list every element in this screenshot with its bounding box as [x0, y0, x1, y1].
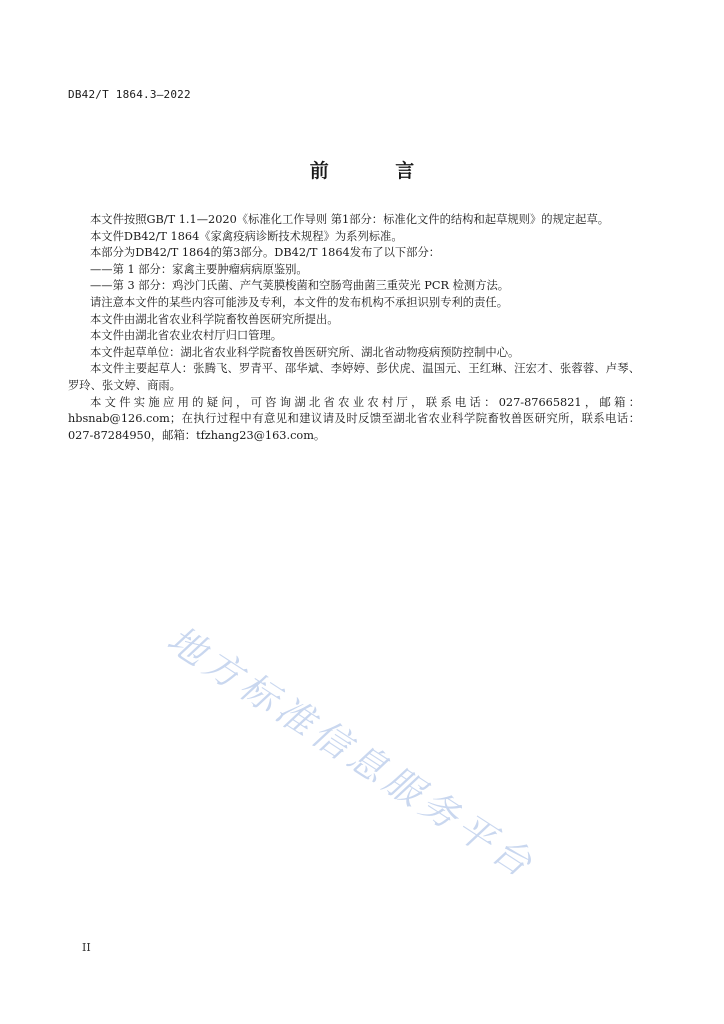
preface-body: [68, 212, 640, 444]
paragraph-contact: 本文件实施应用的疑问，可咨询湖北省农业农村厅，联系电话：027-87665821，邮箱：hbsnab@126.com；在执行过程中有意见和建议请及时反馈至湖北省农业科学院畜牧兽医研究所，联系电话：027-87284950，邮箱：tfzhang23@163.com。: [68, 395, 640, 442]
page-number: II: [82, 941, 91, 954]
paragraph-drafting-units: 本文件起草单位：湖北省农业科学院畜牧兽医研究所、湖北省动物疫病预防控制中心。: [90, 345, 520, 359]
paragraph-proposer: 本文件由湖北省农业科学院畜牧兽医研究所提出。: [90, 312, 339, 326]
paragraph-administrator: 本文件由湖北省农业农村厅归口管理。: [90, 329, 283, 343]
paragraph-part-info: 本部分为DB42/T 1864的第3部分。DB42/T 1864发布了以下部分：: [90, 246, 441, 260]
paragraph-patent-notice: 请注意本文件的某些内容可能涉及专利，本文件的发布机构不承担识别专利的责任。: [90, 295, 508, 309]
list-item-part-1: ——第 1 部分：家禽主要肿瘤病病原鉴别。: [90, 262, 308, 276]
paragraph-series: 本文件DB42/T 1864《家禽疫病诊断技术规程》为系列标准。: [90, 229, 403, 243]
list-item-part-3: ——第 3 部分：鸡沙门氏菌、产气荚膜梭菌和空肠弯曲菌三重荧光 PCR 检测方法。: [90, 279, 510, 293]
page-title: 前 言: [309, 160, 445, 182]
document-code: DB42/T 1864.3—2022: [68, 88, 191, 101]
paragraph-drafting-rule: 本文件按照GB/T 1.1—2020《标准化工作导则 第1部分：标准化文件的结构和起草规则》的规定起草。: [90, 213, 610, 226]
watermark: 地方标准信息服务平台: [159, 617, 544, 888]
paragraph-drafters: 本文件主要起草人：张腾飞、罗青平、邵华斌、李婷婷、彭伏虎、温国元、王红琳、汪宏才、张蓉蓉、卢琴、罗玲、张文婷、商雨。: [68, 362, 640, 392]
